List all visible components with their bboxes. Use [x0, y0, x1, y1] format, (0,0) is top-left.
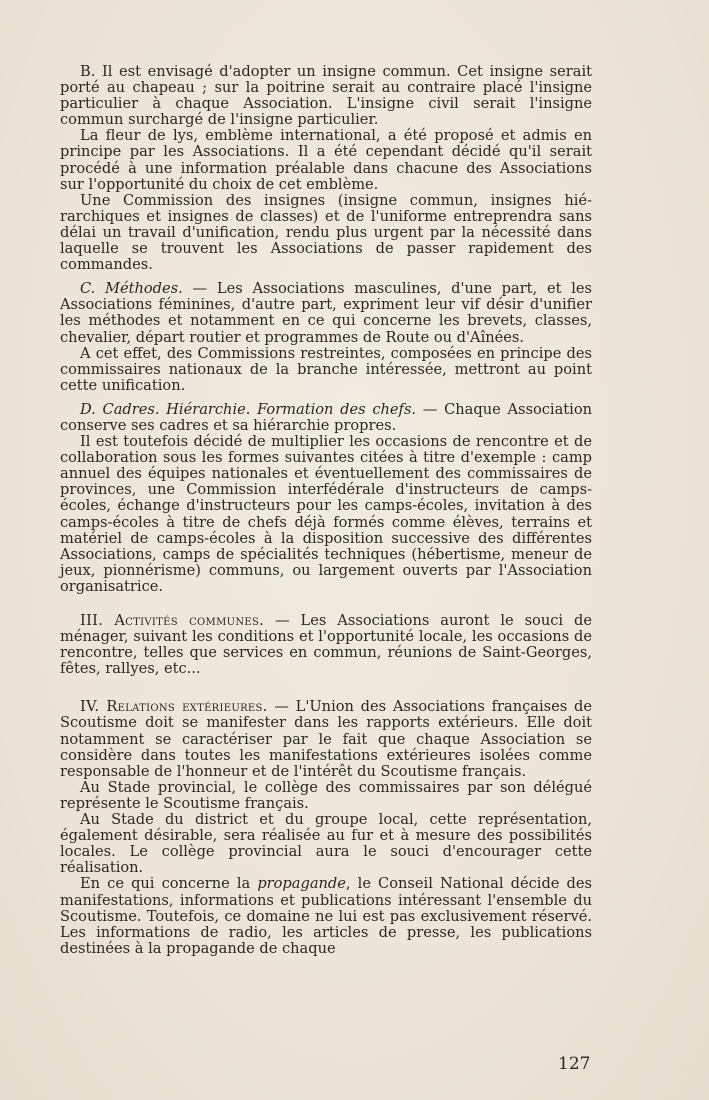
paragraph-relations-exterieures — [60, 699, 592, 779]
heading-methodes: C. Méthodes. — [80, 280, 183, 298]
heading-cadres: D. Cadres. Hiérarchie. Formation des chefs. — [80, 400, 417, 418]
text-relations-exterieures: — L'Union des Associations françaises de Scoutisme doit se manifester dans les rapports extérieurs. Elle doit notamment se caractériser par le fait que chaque Association se considère dans toutes les manifestations extérieures isolées comme responsable de l'honneur et de l'intérêt du Scoutisme français. — [60, 698, 592, 780]
paragraph-rencontres: Il est toutefois décidé de multiplier les occasions de rencontre et de collaboration sous les formes suivantes citées à titre d'exemple : camp annuel des équipes nationales et éventuellement des commissaires de provinces, une Commission interfédérale d'instructeurs de camps-écoles, échange d'instructeurs pour les camps-écoles, invitation à des camps-écoles à titre de chefs déjà formés comme élèves, terrains et matériel de camps-écoles à la disposition successive des différentes Associations, camps de spécialités techniques (hébertisme, meneur de jeux, pionnérisme) communs, ou largement ouverts par l'Association organisatrice. — [60, 433, 592, 595]
paragraph-methodes — [60, 281, 592, 345]
paragraph-stade-provincial: Au Stade provincial, le collège des commissaires par son délégué représente le Scoutisme français. — [60, 778, 592, 812]
paragraph-activites-communes — [60, 613, 592, 677]
paragraph-propagande — [60, 876, 592, 956]
term-propagande: propagande — [257, 875, 346, 893]
paragraph-stade-district: Au Stade du district et du groupe local, cette représentation, également désirable, sera réalisée au fur et à mesure des possibilités locales. Le collège provincial aura le souci d'encourager cette réalisation. — [60, 811, 592, 877]
text-cadres: — Chaque Association conserve ses cadres et sa hiérarchie propres. — [60, 400, 593, 434]
text-propagande-end: , le Conseil National décide des manifestations, informations et publications intéressant l'ensemble du Scoutisme. Toutefois, ce domaine ne lui est pas exclusivement réservé. Les informations de radio, les articles de presse, les publications destinées à la propagande de chaque — [60, 875, 592, 957]
heading-relations-exterieures: IV. Relations extérieures. — [80, 698, 268, 716]
paragraph-fleur-de-lys: La fleur de lys, emblème international, a été proposé et admis en principe par les Associations. Il a été cependant décidé qu'il serait procédé à une information préalable dans chacune des Associations sur l'opportunité du choix de cet emblème. — [60, 127, 592, 193]
text-activites-communes: — Les Associations auront le souci de ménager, suivant les conditions et l'opportunité locale, les occasions de rencontre, telles que services en commun, réunions de Saint-Georges, fêtes, rallyes, etc... — [60, 612, 592, 678]
paragraph-insigne-commun: B. Il est envisagé d'adopter un insigne commun. Cet insigne serait porté au chapeau ; sur la poitrine serait au contraire placé l'insigne particulier à chaque Association. L'insigne civil serait l'insigne commun surchargé de l'insigne particulier. — [60, 63, 592, 129]
text-propagande-start: En ce qui concerne la — [80, 875, 258, 893]
heading-activites-communes: III. Activités communes. — [80, 612, 265, 629]
body-text — [60, 64, 592, 957]
page-number: 127 — [558, 1054, 591, 1074]
paragraph-commissions-restreintes: A cet effet, des Commissions restreintes, composées en principe des commissaires nationaux de la branche intéressée, mettront au point cette unification. — [60, 344, 592, 394]
paragraph-commission-insignes: Une Commission des insignes (insigne commun, insignes hiérarchiques et insignes de classes) et de l'uniforme entreprendra sans délai un travail d'unification, rendu plus urgent par la nécessité dans laquelle se trouvent les Associations de passer rapidement des commandes. — [60, 191, 592, 274]
text-methodes: — Les Associations masculines, d'une part, et les Associations féminines, d'autre part, expriment leur vif désir d'unifier les méthodes et notamment en ce qui concerne les brevets, classes, chevalier, départ routier et programmes de Route ou d'Aînées. — [60, 280, 592, 346]
paragraph-cadres — [60, 402, 592, 434]
